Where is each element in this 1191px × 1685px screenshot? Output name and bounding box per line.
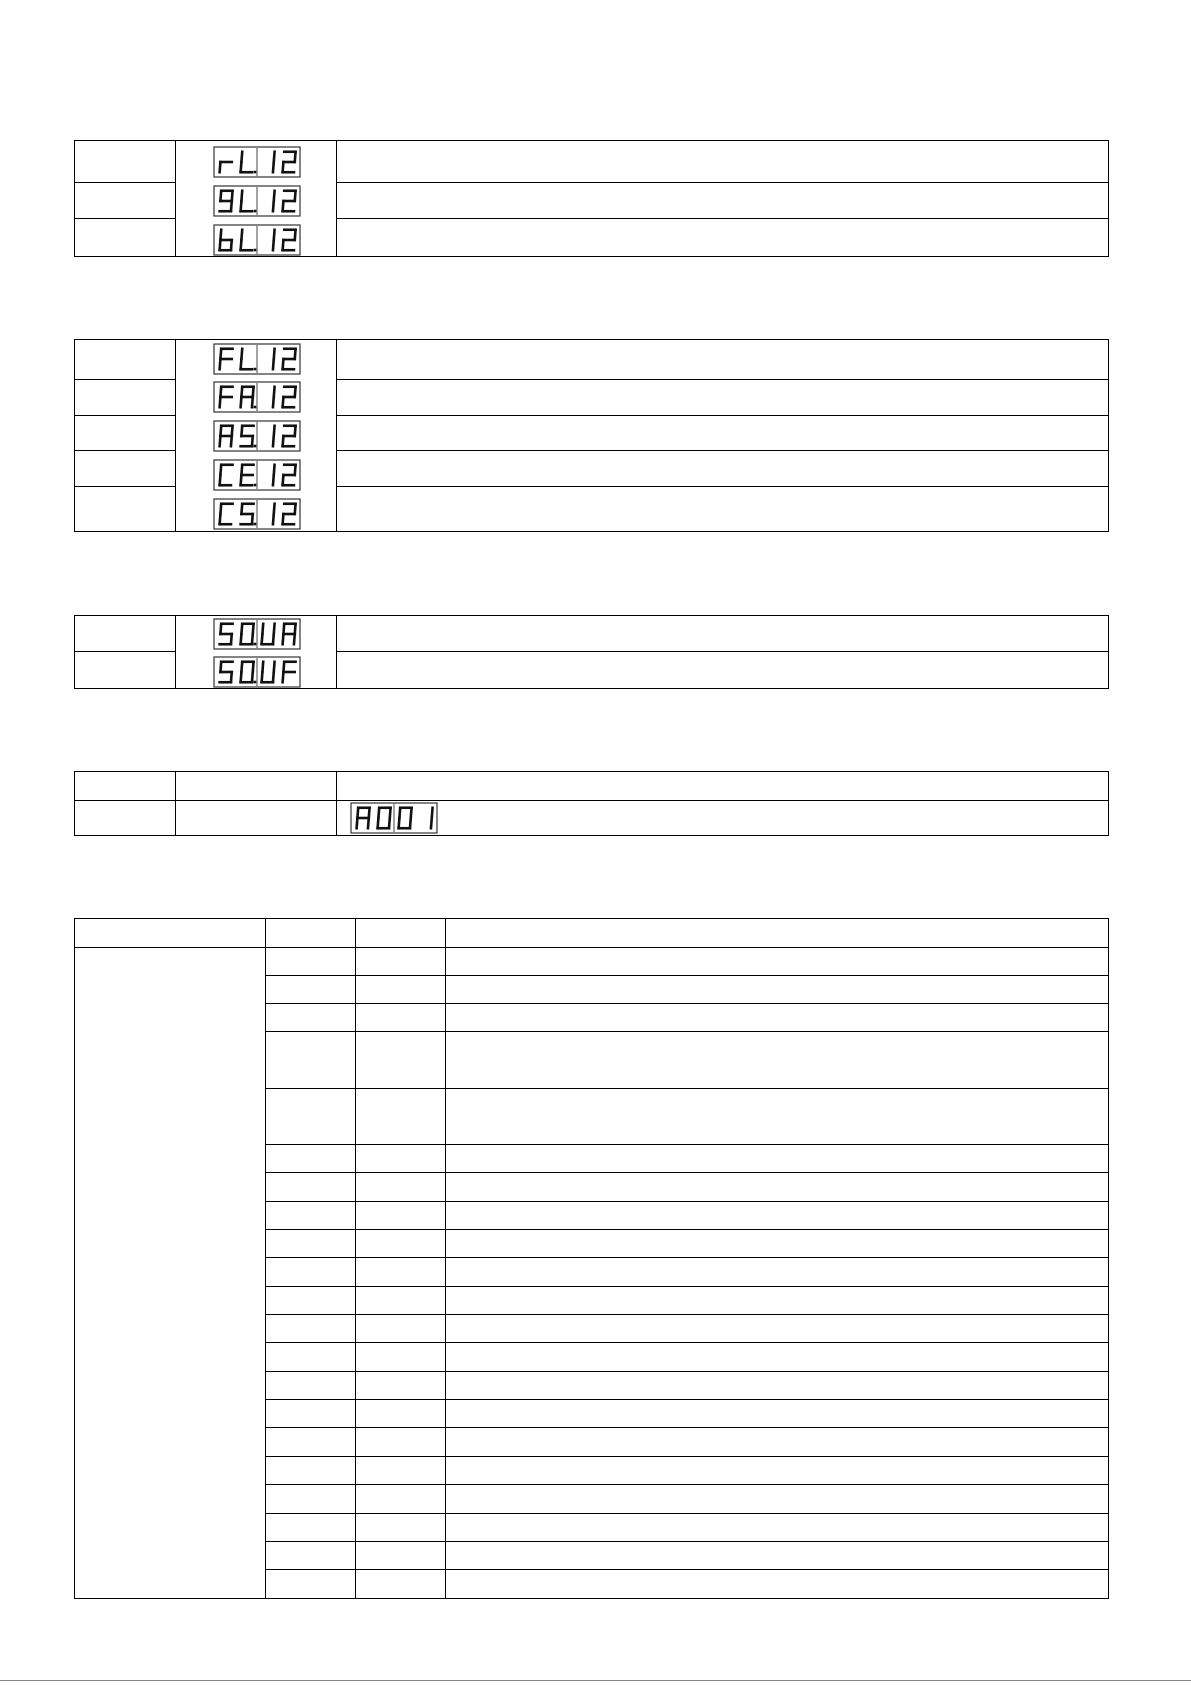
table-row: [75, 616, 1109, 652]
sound-mode-table: [74, 615, 1109, 689]
lcd-display-fa12: [213, 381, 301, 413]
channel-mode-cell: [75, 948, 266, 1599]
effect-mode-table: [74, 339, 1109, 532]
lcd-display-as12: [213, 420, 301, 452]
dmx-channel-table: [74, 918, 1109, 1599]
address-table: [74, 771, 1109, 836]
lcd-display-ce12: [213, 459, 301, 491]
lcd-display-rl12: [213, 146, 301, 178]
lcd-display-squa: [213, 618, 301, 650]
lcd-display-squf: [213, 656, 301, 688]
lcd-display-gl12: [213, 185, 301, 217]
lcd-display-cs12: [213, 498, 301, 530]
table-row: [75, 801, 1109, 836]
table-header-row: [75, 919, 1109, 948]
lcd-display-a001: [350, 802, 438, 834]
table-row: [75, 141, 1109, 183]
table-row: [75, 340, 1109, 380]
lcd-display-fl12: [213, 343, 301, 375]
table-row: [75, 948, 1109, 976]
table-row: [75, 772, 1109, 801]
page-bottom-rule: [0, 1680, 1191, 1681]
lcd-display-bl12: [213, 224, 301, 256]
color-mode-table: [74, 140, 1109, 257]
